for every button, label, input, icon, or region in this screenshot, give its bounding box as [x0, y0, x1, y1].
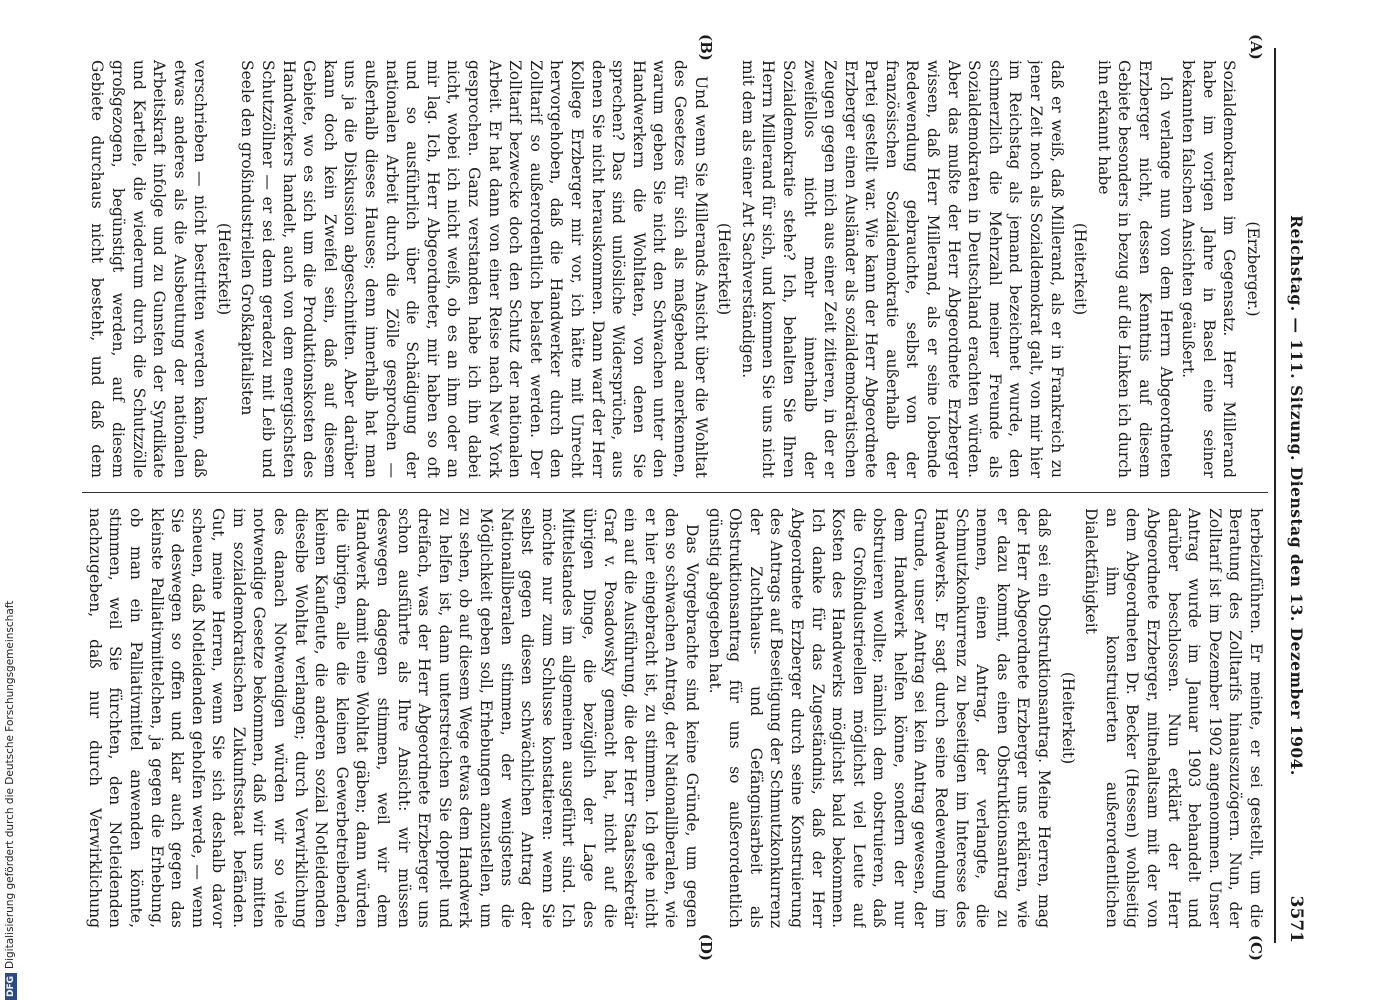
rotated-page [76, 34, 1316, 961]
paragraph: Und wenn Sie Millerands Ansicht über die Wohltat des Gesetzes für sich als maßgebend anerkennen, warum geben Sie nicht den Schwachen unter den Handwerkern die Wohltaten, von denen Sie sprechen? Das sind unlösliche Widersprüche, aus denen Sie nicht herauskommen. Dann warf der Herr Kollege Erzberger mir vor, ich hätte mit Unrecht hervorgehoben, daß die Handwerker durch den Zolltarif so außerordentlich belastet werden. Der Zolltarif bezwecke doch den Schutz der nationalen Arbeit. Er hat dann von einer Reise nach New York gesprochen. Ganz verstanden habe ich ihn dabei nicht, wobei ich nicht weiß, ob es an ihm oder an mir lag. Ich, Herr Abgeordneter, mir haben so oft und so ausführlich über die Schädigung der nationalen Arbeit durch die Zölle gesprochen — außerhalb dieses Hauses; denn innerhalb hat man uns ja die Diskussion abgeschnitten. Aber darüber kann doch kein Zweifel sein, daß auf diesem Gebiete, wo es sich um die Produktionskosten des Handwerkers handelt, auch von dem energischsten Schutzzöllner — er sei denn geradezu mit Leib und Seele den großindustriellen Großkapitalisten [238, 60, 710, 478]
left-column [86, 60, 1266, 478]
page-number: 3571 [1286, 895, 1307, 943]
paragraph: daß er weiß, daß Millerand, als er in Frankreich zu jener Zeit noch als Sozialdemokrat galt, von mir hier im Reichstag als jemand bezeichnet wurde, den schmerzlich die Mehrzahl meiner Freunde als Sozialdemokraten in Deutschland erachten würden. Aber das mußte der Herr Abgeordnete Erzberger wissen, daß Herr Millerand, als er seine lobende Redewendung gebrauchte, selbst von der französischen Sozialdemokratie außerhalb der Partei gestellt war. Wie kann der Herr Abgeordnete Erzberger einen Ausländer als sozialdemokratischen Zeugen gegen mich aus einer Zeit zitieren, in der er zweifellos nicht mehr innerhalb der Sozialdemokratie stehe? Ich, behalten Sie Ihren Herrn Millerand für sich, und kommen Sie uns nicht mit dem als einer Art Sachverständigen. [738, 60, 1066, 478]
dfg-credit-text: Digitalisierung gefördert durch die Deutsche Forschungsgemeinschaft [4, 600, 16, 969]
interjection: (Heiterkeit) [715, 222, 734, 316]
margin-marker-c: (C) [1247, 934, 1265, 961]
page-content [76, 34, 1316, 961]
paragraph: daß sei ein Obstruktionsantrag. Meine Herren, mag der Herr Abgeordnete Erzberger uns erklären, wie er dazu kommt, das einen Obstruktionsantrag zu nennen, einen Antrag, der verlangte, die Schmutzkonkurrenz zu beseitigen im Interesse des Handwerks. Er sagt durch seine Redewendung im Grunde, unser Antrag sei kein Antrag gewesen, der dem Handwerk helfen könne, sondern der nur obstruieren wollte; nämlich dem obstruieren, daß die Großindustrieellen möglichst viel Leute auf Kosten des Handwerks möglichst bald bekommen. Ich danke für das Zugeständnis, daß der Herr Abgeordnete Erzberger durch seine Konstruierung des Antrags auf Beseitigung der Schmutzkonkurrenz der Zuchthaus- und Gefängnisarbeit als Obstruktionsantrag für uns so außerordentlich günstig abgegeben hat. [705, 508, 1054, 928]
paragraph: verschrieben — nicht bestritten werden kann, daß etwas anderes als die Ausbeutung der nationalen Arbeitskraft infolge und zu Gunsten der Syndikate und Kartelle, die wiederum durch die Schutzzölle großgezogen, begünstigt werden, auf diesem Gebiete durchaus nicht besteht, und daß dem [88, 60, 210, 478]
page-title: Reichstag. — 111. Sitzung. Dienstag den 13. Dezember 1904. [1287, 215, 1307, 776]
interjection: (Heiterkeit) [1058, 671, 1077, 765]
speaker-tag: (Erzberger.) [1244, 221, 1262, 317]
column-divider [82, 492, 1268, 493]
paragraph: herbeizuführen. Er meinte, er sei gestellt, um die Beratung des Zolltarifs hinauszuzögern. Nun, der Zolltarif ist im Dezember 1902 angenommen. Unser Antrag wurde im Januar 1903 behandelt und darüber beschlossen. Nun erklärt der Herr Abgeordnete Erzberger, mitnehaltsam mit der von dem Abgeordneten Dr. Becker (Hessen) wohlseitig an ihm konstruierten außerordentlichen Dialektfähigkeit [1082, 508, 1265, 928]
margin-marker-b: (B) [697, 34, 715, 61]
page-header [1274, 48, 1316, 943]
paragraph: Sozialdemokraten im Gegensatz. Herr Millerand habe im vorigen Jahre in Basel eine seiner bekannten falschen Ansichten geäußert. [1179, 60, 1239, 478]
dfg-logo: DFG [5, 973, 17, 1000]
paragraph: Das Vorgebrachte sind keine Gründe, um gegen den so schwachen Antrag, der Nationalliberalen, wie er hier eingebracht ist, zu stimmen. Ich gehe nicht ein auf die Ausführung, die der Herr Staatssekretär Graf v. Posadowsky gemacht hat, nicht auf die übrigen Dinge, die bezüglich der Lage des Mittelstandes im allgemeinen ausgeführt sind. Ich möchte nur zum Schlusse konstatieren: wenn Sie selbst gegen diesen schwächlichen Antrag der Nationalliberalen stimmen, der wenigstens die Möglichkeit geben soll, Erhebungen anzustellen, um zu sehen, ob auf diesem Wege etwas dem Handwerk zu helfen ist, dann unterstreichen Sie doppelt und dreifach, was der Herr Abgeordnete Erzberger uns schon ausführte als Ihre Ansicht: wir müssen deswegen dagegen stimmen, weil wir dem Handwerk damit eine Wohltat gäben; dann würden die übrigen, alle die kleinen Gewerbetreibenden, kleinen Kaufleute, die anderen sozial Notleidenden dieselbe Wohltat verlangen; durch Verwirklichung des danach Notwendigen würden wir so viele notwendige Gesetze bekommen, daß wir uns mitten im sozialdemokratischen Zukunftsstaat befänden. Gut, meine Herren, wenn Sie sich deshalb davor scheuen, daß Notleidenden geholfen werde, — wenn Sie deswegen so offen und klar auch gegen das kleinste Palliativmittelchen, ja gegen die Erhebung, ob man ein Palliativmittel anwenden könnte, stimmen, weil Sie fürchten, den Notleidenden nachzugeben, daß nur durch Verwirklichung [86, 508, 701, 928]
dfg-credit [0, 0, 22, 1000]
margin-marker-d: (D) [697, 933, 715, 961]
interjection: (Heiterkeit) [1071, 222, 1090, 316]
paragraph: Ich verlange nun von dem Herrn Abgeordneten Erzberger nicht, dessen Kenntnis auf diesem Gebiete besonders in bezug auf die Linken ich durch ihn erkannt habe [1094, 60, 1175, 478]
margin-marker-a: (A) [1247, 34, 1265, 60]
interjection: (Heiterkeit) [214, 222, 233, 316]
right-column [86, 508, 1266, 928]
